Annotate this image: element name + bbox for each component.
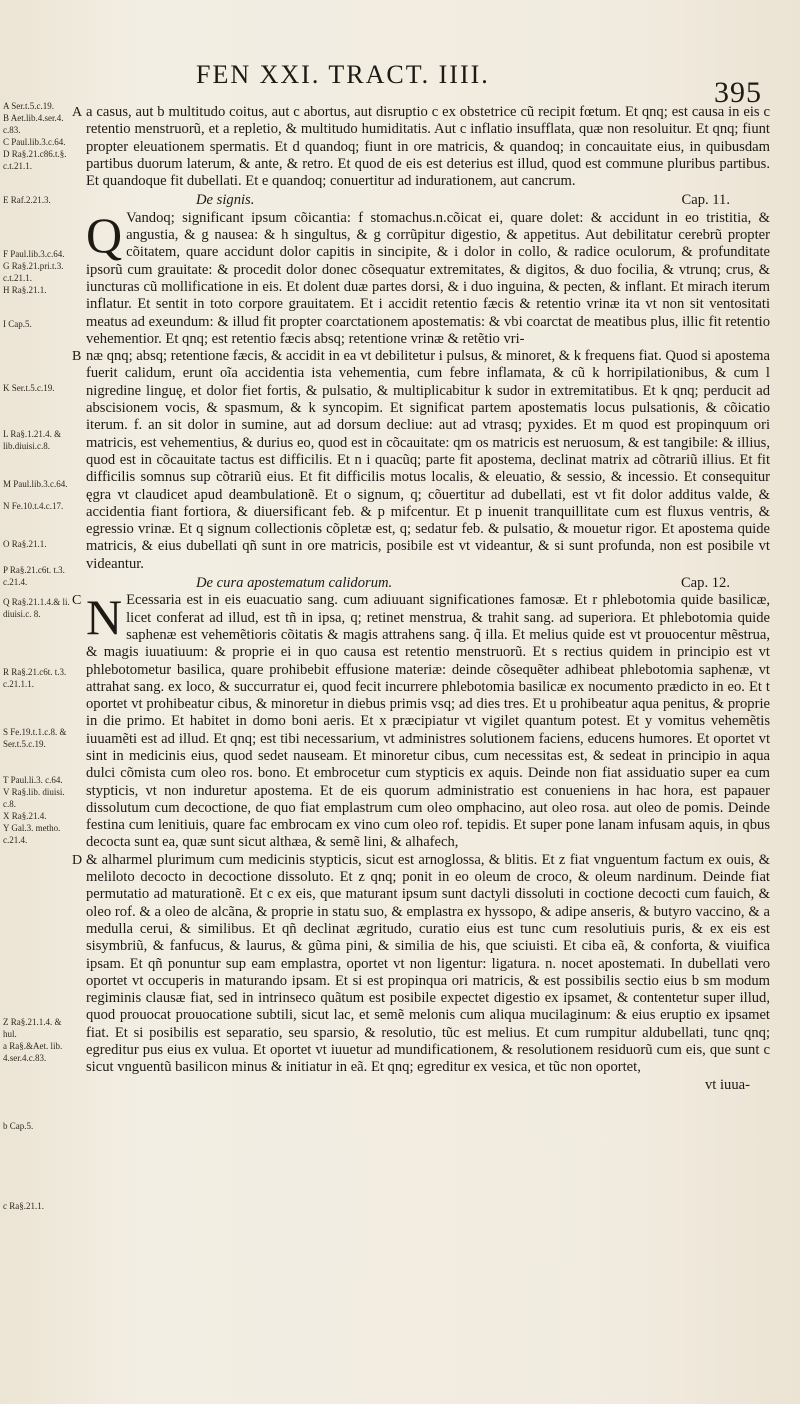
column-letter: A [72,105,83,120]
margin-note: Z Ra§.21.1.4. & [3,1017,62,1027]
margin-note: c Ra§.21.1. [3,1201,44,1211]
running-title: FEN XXI. TRACT. IIII. [196,60,490,89]
column-letter: D [72,852,83,868]
text-paragraph [86,206,770,348]
margin-note: M Paul.lib.3.c.64. [3,479,68,489]
margin-note: 4.ser.4.c.83. [3,1053,47,1063]
margin-note: D Ra§.21.c86.t.§. [3,149,67,159]
chapter-number: Cap. 11. [681,192,730,209]
drop-capital: Q [86,206,123,263]
margin-note: c.8. [3,799,16,809]
section-heading [86,192,770,209]
margin-note: C Paul.lib.3.c.64. [3,137,66,147]
section-heading-title: De cura apostematum calidorum. [196,575,393,592]
margin-note: c.21.1.1. [3,679,34,689]
margin-note: S Fe.19.t.1.c.8. & [3,727,67,737]
catchword: vt iuua- [705,1076,750,1093]
section-heading-title: De signis. [196,192,255,209]
margin-note: b Cap.5. [3,1121,34,1131]
margin-note: T Paul.li.3. c.64. [3,775,63,785]
margin-note: hul. [3,1029,17,1039]
margin-note: G Ra§.21.pri.t.3. [3,261,64,271]
text-paragraph [72,104,770,190]
margin-note: a Ra§.&Aet. lib. [3,1041,63,1051]
paragraph-text: a casus, aut b multitudo coitus, aut c abortus, aut disruptio c ex obstetrice cũ recipit fœtum. Et qnq; est causa in eis c retentio menstruorũ, et a repletio, & multitudo humiditatis. Aut c inflatio insufflata, quæ non resoluitur. Et qnq; fiunt propter eleuationem spermatis. Et d quandoq; fiunt in ore matricis, & quandoq; in concauitate eius, in quibusdam partibus duorum laterum, & ante, & retro. Et quod de eis est deterius est illud, quod est commune pluribus partibus. Et quandoque fit dubellati. Et e quandoq; conuertitur ad indurationem, aut cancrum. [86,104,770,190]
margin-note: V Ra§.lib. diuisi. [3,787,65,797]
margin-note: R Ra§.21.c6t. t.3. [3,667,67,677]
paragraph-text: næ qnq; absq; retentione fæcis, & accidit in ea vt debilitetur i pulsus, & minoret, & k frequens fiat. Quod si apostema fuerit calidum, erunt oĩa accidentia ista vehementia, cum febre inflamata, & cũ k horripilationibus, & cum l nigredine linguę, et dolor fiet fortis, & pulsatio, & multiplicabitur k sudor in extremitatibus. Et k qnq; perducit ad abscisionem vocis, & spasmum, & k syncopim. Et significat partem apostematis locus pulsationis, & cõicatio iterum. f. an sit dolor in sumine, aut ad dorsum decliue: aut ad vtrasq; pyxides. Et m quod est propinquum ori matricis, est vehementius, & durius eo, quod est in cõcauitate: qm os matricis est neruosum, & est tangibile: & illius, quod est in cõcauitate tactus est difficilis. Et n i quacũq; parte fit apostema, declinat matrix ad cõtrariũ illius. Et fit difficilis somnus sup cõtrariũ eius. Et fit difficilis motus localis, & eleuatio, & sessio, & incessio. Et consequitur ęgra vt claudicet apud deambulationẽ. Et o signum, q; cõuertitur ad dubellati, est vt fit dolor additus valde, & accidentia fiant fortiora, & diuersificant feb. & p mifcentur. Et p inuenit tranquillitate cum est fluxus ventris, & egressio vrinæ. Et q signum collectionis cõpletæ est, q; sedatur feb. & pulsatio, & mouetur rigor. Et apostema quide matricis, & eius dubellati qñ sunt in ore matricis, posibile est vt videantur, & si sunt profunda, non est posibile vt videantur. [86,348,770,572]
margin-note: H Ra§.21.1. [3,285,47,295]
margin-note: X Ra§.21.4. [3,811,47,821]
margin-note: c.83. [3,125,21,135]
page-number: 395 [714,76,762,109]
margin-note: I Cap.5. [3,319,32,329]
column-letter: B [72,349,82,365]
main-text [72,104,770,1094]
margin-note: O Ra§.21.1. [3,539,47,549]
margin-note: L Ra§.1.21.4. & [3,429,62,439]
margin-note: lib.diuisi.c.8. [3,441,50,451]
margin-note: E Raf.2.21.3. [3,195,51,205]
margin-note: N Fe.10.t.4.c.17. [3,501,64,511]
paragraph-text: Ecessaria est in eis euacuatio sang. cum adiuuant significationes famosæ. Et r phlebotomia quide basilicæ, licet conferat ad illud, est tñ in ipsa, q; retinet menstrua, & trahit sang. ad superiora. Et phlebotomia quide saphenæ est vehemẽtioris cõitatis & magis attrahens sang. q̃ illa. Et melius quide est vt prouocentur mẽstrua, & magis iuuatiuum: & proprie ei in quo causa est retentio menstruorũ. Et s rectius quidem in principio est vt phlebotometur basilica, quare prohibebit effusione materiæ: deinde cõsequẽter adhibeat phlebotomia saphenæ, vt attrahat sang. ex loco, & succurratur ei, quod fecit incurrere phlebotomia basilicæ ex nocumento prædicto in eo. Et t oportet vt prohibeatur cibus, & minoretur in diebus primis vsq; ad dies tres. Et u prohibeatur aqua penitus, & proprie in die primo. Et habitet in domo boni aeris. Et x præcipiatur vt vigilet quantum potest. Et y vomitus vehemẽtis iuuamẽti est ad illud. Et qnq; est tibi necessarium, vt administres solutionem faciens, educens humores. Et oportet vt sint in medicinis eius, quod sedet nauseam. Et minoretur cibus, cum necessitas est, & sedeat in principio in aqua dulci cõmista cum oleo ros. bono. Et embrocetur cum stypticis ex aquis. Deinde non fiat assiduatio super ea cum stypticis, vt non induretur apostema. Et de eis quorum administratio est conueniens in hac hora, est papauer dissolutum cum decoctione, de quo fiat emplastrum cum oleo omphacino, aut oleo rosa. aut oleo de pomis. Deinde festina cum lenitiuis, quare fac embrocam ex vino cum oleo rof. tepidis. Et super pone lanam infusam aquis, in qbus decocta sunt ea, quæ sunt sicut althæa, & semẽ lini, & alhafech, [86,592,770,851]
margin-note: K Ser.t.5.c.19. [3,383,55,393]
margin-note: c.21.4. [3,835,28,845]
margin-note: B Aet.lib.4.ser.4. [3,113,64,123]
margin-note: diuisi.c. 8. [3,609,41,619]
section-heading [86,575,770,592]
margin-note: Ser.t.5.c.19. [3,739,46,749]
chapter-number: Cap. 12. [680,575,730,592]
drop-capital: N [86,589,123,646]
text-paragraph [72,851,770,1077]
margin-note: c.t.21.1. [3,161,32,171]
marginal-notes [3,100,77,1380]
margin-note: Y Gal.3. metho. [3,823,61,833]
text-paragraph [72,348,770,573]
margin-note: c.21.4. [3,577,28,587]
column-letter: C [72,593,82,609]
text-paragraph [72,589,770,851]
margin-note: F Paul.lib.3.c.64. [3,249,65,259]
margin-note: c.t.21.1. [3,273,32,283]
margin-note: P Ra§.21.c6t. t.3. [3,565,65,575]
paragraph-text: & alharmel plurimum cum medicinis stypticis, sicut est arnoglossa, & blitis. Et z fiat vnguentum factum ex ouis, & meliloto decocto in decoctione dissoluto. Et z qnq; ponit in eo oleum de croco, & oleum nardinum. Deinde fiat permutatio ad maturationẽ. Et c ex eis, que maturant ipsum sunt dactyli dissoluti in coctione decocti cum fauich, & oleo rof. & a oleo de alcãna, & proprie in statu suo, & emplastra ex hyssopo, & adipe anseris, & butyro vaccino, & a medulla cerui, & similibus. Et qñ declinat ægritudo, curatio eius est tunc cum resolutiuis puris, & ex eis est sisymbriũ, & fanfucus, & laurus, & gũma pini, & similia de his, que sciuisti. Et ciba eã, & conforta, & viuifica ipsam. Et qñ ponuntur sup eam emplastra, oportet vt non ligentur: ligatura. n. nocet apostemati. In dubellati vero oportet vt occuperis in maturando ipsam. Et si est propinqua ori matricis, & est possibilis sectio eius b sm modum regiminis clausæ fiat, sed in intrinseco quãtum est posibile expectet digestio ex ipsamet, & contentetur super illud, quod prouocat prouocatione subtili, sicut lac, et semẽ melonis cum aliqua mucilaginum: & eius eruptio ex ipsamet fiat. Et si posibilis est separatio, seu sparsio, & resolutio, tũc est melius. Et cum rumpitur aldubellati, tunc qnq; egreditur pus eius ex vulua. Et oportet vt iuuetur ad mundificationem, & resolutionem residuorũ cum eis, que sunt c sicut vnguentũ basilicon minus & initiatur in eã. Et qnq; egreditur ex vesica, et tũc non oportet, [86,851,770,1076]
paragraph-text: Vandoq; significant ipsum cõicantia: f stomachus.n.cõicat ei, quare dolet: & accidunt in eo tristitia, & angustia, & g nausea: & h singultus, & g corrũpitur digestio, & appetitus. Aut debilitatur cerebrũ propter cõitatem, quare accidunt dolor capitis in sincipite, & i dolor in collo, & radice oculorum, & profunditate ipsorũ cum grauitate: & procedit dolor donec cõsequatur extremitates, & digitos, & duo focilia, & vtrunq; crus, & iuncturas cũ mollificatione in eis. Et dolent duæ partes dorsi, & i duo inguina, & pecten, & inflant. Et mirach iterum inflatur. Et sentit in toto corpore grauitatem. Et i accidit retentio fæcis & retentio vrinæ ita vt non sit ventositati meatus ad exeundum: & illud fit propter coarctationem apostematis: & vbi coarctat de meatibus plus, illic fit retentio vehementior. Et qnq; est retentio fæcis absq; retentione vrinæ & retẽtio vri- [86,209,770,347]
margin-note: Q Ra§.21.1.4.& li. [3,597,70,607]
margin-note: A Ser.t.5.c.19. [3,101,54,111]
